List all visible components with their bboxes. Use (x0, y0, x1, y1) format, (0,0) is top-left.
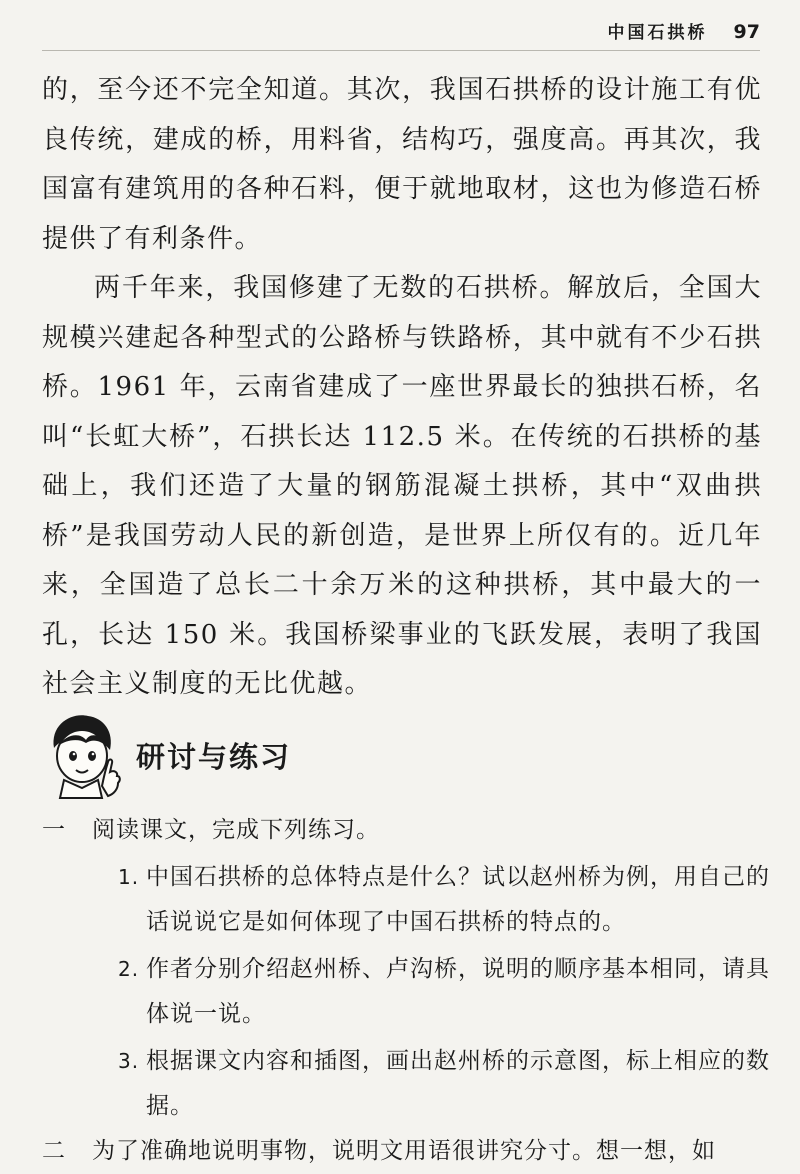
sub-exercise-number: 2. (118, 957, 140, 981)
header-rule (42, 50, 760, 51)
sub-exercise-text: 根据课文内容和插图，画出赵州桥的示意图，标上相应的数据。 (146, 1048, 770, 1119)
paragraph: 两千年来，我国修建了无数的石拱桥。解放后，全国大规模兴建起各种型式的公路桥与铁路桥，其中就有不少石拱桥。1961 年，云南省建成了一座世界最长的独拱石桥，名叫“长虹大桥”，石拱长达 112.5 米。在传统的石拱桥的基础上，我们还造了大量的钢筋混凝土拱桥，其中“双曲拱桥”是我国劳动人民的新创造，是世界上所仅有的。近几年来，全国造了总长二十余万米的这种拱桥，其中最大的一孔，长达 150 米。我国桥梁事业的飞跃发展，表明了我国社会主义制度的无比优越。 (42, 273, 762, 699)
sub-exercise-item (118, 1039, 772, 1129)
student-mascot-icon (42, 710, 124, 800)
body-text (42, 66, 762, 710)
exercise-number: 一 (42, 817, 66, 843)
page-header (608, 18, 760, 43)
sub-exercise-number: 3. (118, 1049, 140, 1073)
page-number: 97 (733, 21, 760, 43)
exercise-list (42, 808, 772, 1174)
sub-exercise-text: 作者分别介绍赵州桥、卢沟桥，说明的顺序基本相同，请具体说一说。 (146, 956, 770, 1027)
paragraph: 的，至今还不完全知道。其次，我国石拱桥的设计施工有优良传统，建成的桥，用料省，结构巧，强度高。再其次，我国富有建筑用的各种石料，便于就地取材，这也为修造石桥提供了有利条件。 (42, 75, 762, 254)
exercise-text: 阅读课文，完成下列练习。 (92, 817, 380, 843)
section-heading (42, 710, 291, 800)
sub-exercise-item (118, 947, 772, 1037)
section-title: 研讨与练习 (136, 739, 292, 774)
running-title: 中国石拱桥 (607, 23, 708, 43)
sub-exercise-number: 1. (118, 865, 140, 889)
sub-exercise-list (118, 855, 772, 1129)
exercise-text: 为了准确地说明事物，说明文用语很讲究分寸。想一想，如 (92, 1138, 716, 1164)
exercise-item (42, 808, 772, 1129)
exercise-item (42, 1129, 772, 1174)
sub-exercise-item (118, 855, 772, 945)
sub-exercise-text: 中国石拱桥的总体特点是什么？试以赵州桥为例，用自己的话说说它是如何体现了中国石拱桥的特点的。 (146, 864, 770, 935)
exercise-number: 二 (42, 1138, 66, 1164)
